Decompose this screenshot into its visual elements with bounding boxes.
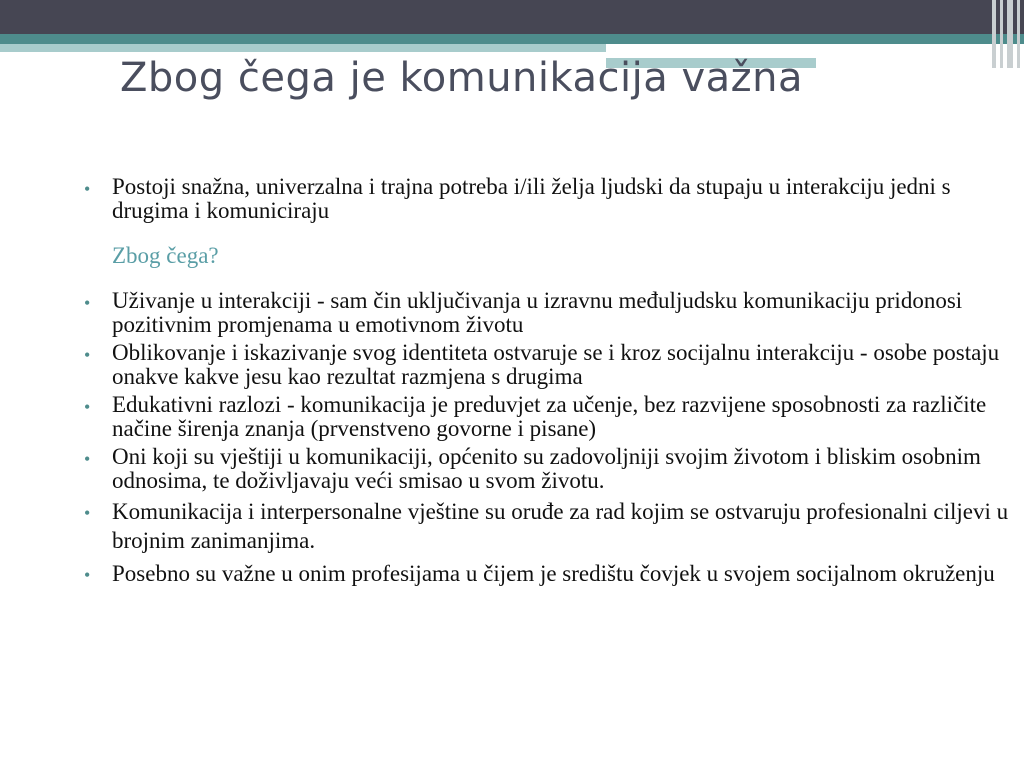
bullet-text: Posebno su važne u onim profesijama u čijem je središtu čovjek u svojem socijalnom okruženju [112,561,995,586]
bullet-icon: • [84,503,91,523]
bullet-icon: • [84,449,91,469]
list-item [84,559,1009,588]
list-item [84,445,1009,493]
slide-content [84,175,1009,588]
bullet-icon: • [84,565,91,585]
bullet-text: Postoji snažna, univerzalna i trajna potreba i/ili želja ljudski da stupaju u interakciju jedni s drugima i komuniciraju [112,174,951,223]
bullet-text: Oni koji su vještiji u komunikaciji, općenito su zadovoljniji svojim životom i bliskim osobnim odnosima, te doživljavaju veći smisao u svom životu. [112,444,981,493]
header-light-band [0,44,606,52]
list-item [84,289,1009,337]
question-text: Zbog čega? [112,243,219,268]
bullet-text: Oblikovanje i iskazivanje svog identiteta ostvaruje se i kroz socijalnu interakciju - osobe postaju onakve kakve jesu kao rezultat razmjena s drugima [112,340,1000,389]
bullet-icon: • [84,345,91,365]
bullet-text: Uživanje u interakciji - sam čin uključivanja u izravnu međuljudsku komunikaciju pridonosi pozitivnim promjenama u emotivnom životu [112,288,963,337]
corner-decoration [990,0,1024,68]
bullet-text: Komunikacija i interpersonalne vještine su oruđe za rad kojim se ostvaruju profesionalni ciljevi u brojnim zanimanjima. [112,499,1009,553]
bullet-text: Edukativni razlozi - komunikacija je preduvjet za učenje, bez razvijene sposobnosti za različite načine širenja znanja (prvenstveno govorne i pisane) [112,392,987,441]
list-item [84,393,1009,441]
list-item [84,175,1009,223]
list-item [84,341,1009,389]
slide-title: Zbog čega je komunikacija važna [120,55,803,101]
list-item [84,497,1009,555]
header-band [0,0,1024,34]
bullet-icon: • [84,179,91,199]
bullet-icon: • [84,293,91,313]
header-accent-band [0,34,1024,44]
bullet-icon: • [84,397,91,417]
